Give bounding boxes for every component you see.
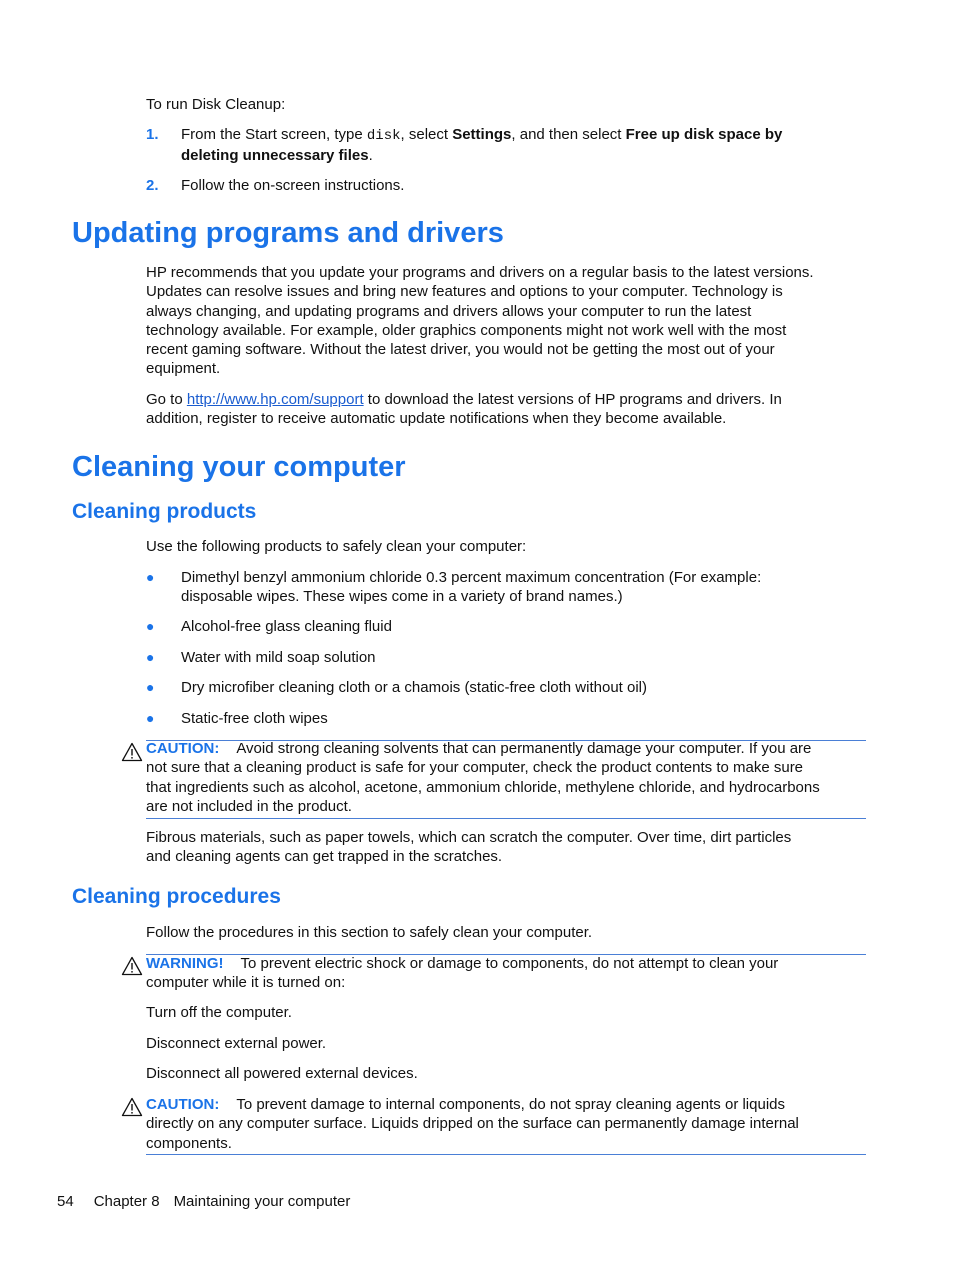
fibrous-paragraph [146,828,876,867]
paragraph-line: and cleaning agents can get trapped in the scratches. [146,848,503,866]
paragraph-line: Fibrous materials, such as paper towels, which can scratch the computer. Over time, dirt particles [146,829,792,846]
procedure-step: Turn off the computer. [146,1004,292,1021]
note-line: components. [146,1134,232,1152]
note-line: not sure that a cleaning product is safe for your computer, check the product contents to make sure [146,759,804,777]
chapter-title: Maintaining your computer [173,1193,351,1210]
paragraph-text: Go to [146,391,187,408]
note-line: computer while it is turned on: [146,974,346,992]
paragraph-line: HP recommends that you update your programs and drivers on a regular basis to the latest versions. [146,264,814,281]
note-bottom-rule [146,1154,866,1155]
page-number: 54 [57,1193,74,1210]
list-item: Alcohol-free glass cleaning fluid [181,618,392,635]
note-line: directly on any computer surface. Liquids dripped on the surface can permanently damage internal [146,1115,799,1133]
warning-note [146,954,871,993]
hp-support-link[interactable]: http://www.hp.com/support [186,391,364,408]
caution-label: CAUTION: [146,740,220,757]
subsection-heading: Cleaning products [72,500,257,523]
paragraph-line: Updates can resolve issues and bring new features and options to your computer. Technology is [146,283,783,301]
subsection-heading: Cleaning procedures [72,885,281,908]
section-heading: Updating programs and drivers [72,217,504,249]
note-line: are not included in the product. [146,797,352,815]
list-item-line: Dimethyl benzyl ammonium chloride 0.3 percent maximum concentration (For example: [181,569,762,586]
step-text-part: , select [400,126,453,143]
procedure-step: Disconnect all powered external devices. [146,1065,418,1082]
paragraph-line: technology available. For example, older graphics components might not work well with the most [146,321,787,339]
support-paragraph [146,390,876,429]
warning-triangle-icon [121,1097,143,1117]
list-item-line: disposable wipes. These wipes come in a variety of brand names.) [181,588,623,606]
bullet-icon: ● [146,618,155,634]
note-bottom-rule [146,818,866,819]
products-intro: Use the following products to safely clean your computer: [146,538,527,555]
list-item: Dry microfiber cleaning cloth or a chamois (static-free cloth without oil) [181,679,648,696]
paragraph-line: always changing, and updating programs and drivers allows your computer to run the latest [146,302,752,320]
warning-triangle-icon [121,742,143,762]
list-item [181,568,871,607]
disk-cleanup-intro: To run Disk Cleanup: [146,96,286,113]
step-text-part: . [368,147,373,165]
page-footer [57,1192,350,1211]
paragraph-line: recent gaming software. Without the latest driver, you would not be getting the most out of your [146,341,775,359]
free-up-term: Free up disk space by [625,126,783,143]
step-text-part: , and then select [511,126,626,143]
caution-note [146,1095,871,1153]
note-line: To prevent electric shock or damage to components, do not attempt to clean your [240,955,779,972]
section-heading: Cleaning your computer [72,451,406,483]
updating-paragraph [146,263,876,379]
code-text: disk [366,128,401,144]
caution-label: CAUTION: [146,1096,220,1113]
procedure-step: Disconnect external power. [146,1035,327,1052]
bullet-icon: ● [146,649,155,665]
step-text-part: From the Start screen, type [181,126,367,143]
caution-note [146,739,871,816]
paragraph-line: equipment. [146,360,221,378]
bullet-icon: ● [146,569,155,585]
note-line: Avoid strong cleaning solvents that can permanently damage your computer. If you are [236,740,812,757]
warning-label: WARNING! [146,955,224,972]
step-text [181,125,871,166]
bullet-icon: ● [146,710,155,726]
warning-triangle-icon [121,956,143,976]
note-line: To prevent damage to internal components, do not spray cleaning agents or liquids [236,1096,785,1113]
note-line: that ingredients such as alcohol, acetone, ammonium chloride, methylene chloride, and hydrocarbons [146,778,820,796]
procedures-intro: Follow the procedures in this section to safely clean your computer. [146,924,593,941]
step-number: 2. [146,177,159,194]
step-number: 1. [146,126,159,143]
free-up-term: deleting unnecessary files [181,147,369,165]
paragraph-text: to download the latest versions of HP programs and drivers. In [363,391,782,408]
settings-term: Settings [452,126,512,143]
list-item: Water with mild soap solution [181,649,376,666]
bullet-icon: ● [146,679,155,695]
chapter-label: Chapter 8 [93,1193,160,1210]
paragraph-line: addition, register to receive automatic update notifications when they become available. [146,410,727,428]
list-item: Static-free cloth wipes [181,710,328,727]
step-text: Follow the on-screen instructions. [181,177,405,194]
